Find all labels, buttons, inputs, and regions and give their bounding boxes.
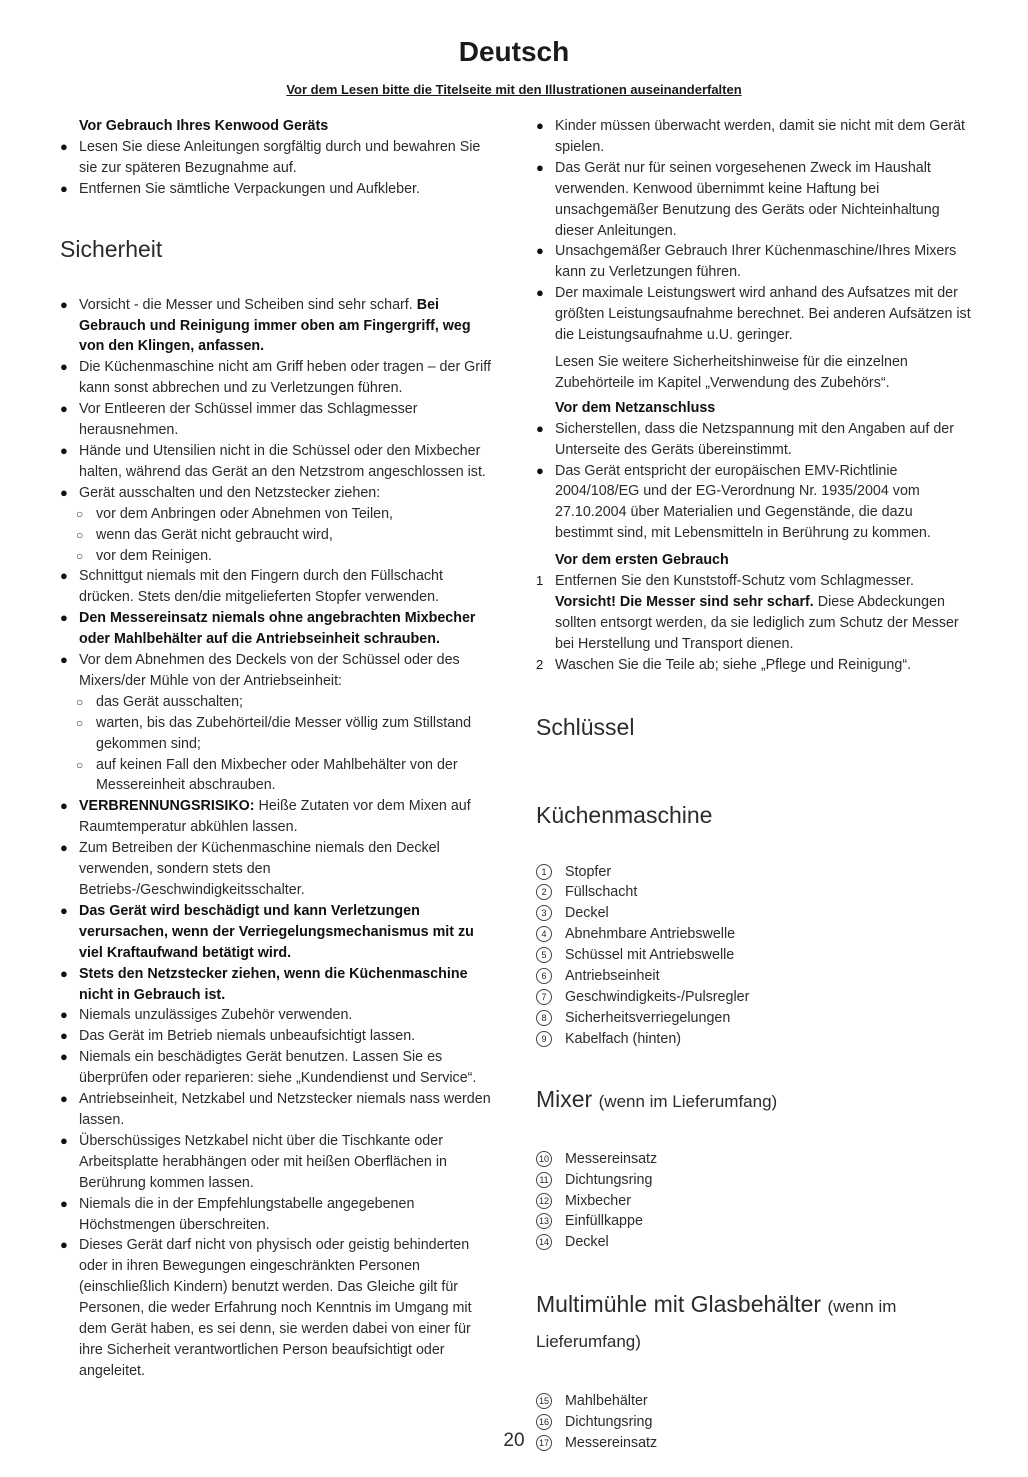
key-heading: Schlüssel bbox=[536, 713, 635, 740]
key-item bbox=[536, 1029, 972, 1050]
item-label: Mixbecher bbox=[565, 1192, 631, 1209]
item-number: 17 bbox=[536, 1435, 552, 1451]
item-number: 13 bbox=[536, 1213, 552, 1229]
list-item: ● Unsachgemäßer Gebrauch Ihrer Küchenmaschine/Ihres Mixers kann zu Verletzungen führen. bbox=[536, 243, 957, 281]
list-item: ● Überschüssiges Netzkabel nicht über die Tischkante oder Arbeitsplatte herabhängen oder mit heißen Oberflächen in Berührung kommen lassen. bbox=[60, 1132, 447, 1191]
item-label: Messereinsatz bbox=[565, 1435, 658, 1452]
list-item: ● Die Küchenmaschine nicht am Griff heben oder tragen – der Griff kann sonst abbrechen und zu Verletzungen führen. bbox=[60, 359, 491, 397]
item-number: 16 bbox=[536, 1414, 552, 1430]
page-title: Deutsch bbox=[458, 36, 570, 67]
numbered-step: 1 Entfernen Sie den Kunststoff-Schutz vom Schlagmesser. Vorsicht! Die Messer sind sehr scharf. Diese Abdeckungen sollten entsorgt werden, da sie lediglich zum Schutz der Messer bei Herstellung und Transport dienen. bbox=[536, 573, 959, 652]
key-item bbox=[536, 1211, 972, 1232]
item-label: Stopfer bbox=[565, 863, 612, 880]
list-item: ● Vor dem Abnehmen des Deckels von der Schüssel oder des Mixers/der Mühle von der Antriebseinheit: bbox=[60, 652, 460, 689]
list-item: ● Antriebseinheit, Netzkabel und Netzstecker niemals nass werden lassen. bbox=[60, 1091, 491, 1128]
key-item bbox=[536, 903, 972, 924]
item-number: 7 bbox=[536, 989, 552, 1005]
safety-heading: Sicherheit bbox=[60, 235, 163, 262]
item-label: Messereinsatz bbox=[565, 1150, 658, 1167]
food-processor-heading: Küchenmaschine bbox=[536, 801, 713, 828]
key-item bbox=[536, 1191, 972, 1212]
list-item: ● Dieses Gerät darf nicht von physisch oder geistig behinderten oder in ihren Bewegungen eingeschränkten Personen (einschließlich Kindern) benutzt werden. Das Gleiche gilt für Personen, die weder Erfahrung noch Kenntnis im Umgang mit dem Gerät haben, es sei denn, sie werden dabei von einer für ihre Sicherheit verantwortlichen Person beaufsichtigt oder angeleitet. bbox=[60, 1237, 472, 1379]
key-item bbox=[536, 924, 972, 945]
list-item: ● Das Gerät wird beschädigt und kann Verletzungen verursachen, wenn der Verriegelungsmechanismus mit zu viel Kraftaufwand betätigt wird. bbox=[60, 902, 474, 961]
list-item: ● Den Messereinsatz niemals ohne angebrachten Mixbecher oder Mahlbehälter auf die Antriebseinheit schrauben. bbox=[60, 610, 476, 648]
mixer-key-list bbox=[536, 1149, 972, 1254]
item-label: Füllschacht bbox=[565, 884, 638, 901]
item-number: 8 bbox=[536, 1010, 552, 1026]
sub-list-item: ○ vor dem Anbringen oder Abnehmen von Teilen, bbox=[76, 505, 393, 522]
item-number: 11 bbox=[536, 1172, 552, 1188]
food-processor-key-list bbox=[536, 862, 972, 1050]
list-item: ● Schnittgut niemals mit den Fingern durch den Füllschacht drücken. Stets den/die mitgelieferten Stopfer verwenden. bbox=[60, 568, 443, 606]
key-item bbox=[536, 966, 972, 987]
item-number: 5 bbox=[536, 947, 552, 963]
item-number: 9 bbox=[536, 1031, 552, 1047]
sub-list-item: ○ warten, bis das Zubehörteil/die Messer völlig zum Stillstand gekommen sind; bbox=[76, 714, 472, 752]
key-item bbox=[536, 987, 972, 1008]
item-number: 6 bbox=[536, 968, 552, 984]
list-item: ● Vorsicht - die Messer und Scheiben sind sehr scharf. Bei Gebrauch und Reinigung immer oben am Fingergriff, weg von den Klingen, anfassen. bbox=[60, 296, 471, 355]
list-item: ● Das Gerät nur für seinen vorgesehenen Zweck im Haushalt verwenden. Kenwood übernimmt keine Haftung bei unsachgemäßer Benutzung des Geräts oder Nichteinhaltung dieser Anleitungen. bbox=[536, 159, 940, 239]
list-item: ● Vor Entleeren der Schüssel immer das Schlagmesser herausnehmen. bbox=[60, 401, 418, 439]
list-item: ● Gerät ausschalten und den Netzstecker ziehen: bbox=[60, 484, 381, 501]
list-item: ● Das Gerät entspricht der europäischen EMV-Richtlinie 2004/108/EG und der EG-Verordnung Nr. 1935/2004 vom 27.10.2004 über Materialien und Gegenstände, die dazu bestimmt sind, mit Lebensmitteln in Berührung zu kommen. bbox=[536, 462, 931, 542]
list-item: ● Zum Betreiben der Küchenmaschine niemals den Deckel verwenden, sondern stets den Betriebs-/Geschwindigkeitsschalter. bbox=[60, 840, 440, 898]
key-item bbox=[536, 1149, 972, 1170]
list-item: ● Sicherstellen, dass die Netzspannung mit den Angaben auf der Unterseite des Geräts übereinstimmt. bbox=[536, 420, 954, 458]
key-item bbox=[536, 945, 972, 966]
page-number: 20 bbox=[503, 1430, 525, 1451]
left-column bbox=[60, 116, 496, 1382]
item-number: 12 bbox=[536, 1193, 552, 1209]
item-label: Antriebseinheit bbox=[565, 968, 660, 985]
item-number: 3 bbox=[536, 905, 552, 921]
sub-list-item: ○ das Gerät ausschalten; bbox=[76, 693, 244, 710]
item-number: 10 bbox=[536, 1151, 552, 1167]
right-column bbox=[536, 116, 972, 1454]
item-label: Schüssel mit Antriebswelle bbox=[565, 947, 735, 964]
list-item: ● Entfernen Sie sämtliche Verpackungen und Aufkleber. bbox=[60, 180, 420, 197]
list-item: ● Niemals unzulässiges Zubehör verwenden. bbox=[60, 1007, 353, 1024]
list-item: ● Der maximale Leistungswert wird anhand des Aufsatzes mit der größten Leistungsaufnahme berechnet. Bei anderen Aufsätzen ist die Leistungsaufnahme u.U. geringer. bbox=[536, 285, 971, 344]
item-label: Mahlbehälter bbox=[565, 1393, 648, 1410]
item-number: 4 bbox=[536, 926, 552, 942]
mixer-heading: Mixer (wenn im Lieferumfang) bbox=[536, 1085, 778, 1112]
item-label: Dichtungsring bbox=[565, 1414, 653, 1431]
key-item bbox=[536, 1170, 972, 1191]
item-label: Dichtungsring bbox=[565, 1171, 653, 1188]
before-use-heading: Vor Gebrauch Ihres Kenwood Geräts bbox=[79, 118, 329, 134]
key-item bbox=[536, 882, 972, 903]
item-number: 2 bbox=[536, 884, 552, 900]
item-label: Deckel bbox=[565, 905, 609, 922]
item-number: 14 bbox=[536, 1234, 552, 1250]
item-label: Geschwindigkeits-/Pulsregler bbox=[565, 989, 750, 1005]
list-item: ● Niemals ein beschädigtes Gerät benutzen. Lassen Sie es überprüfen oder reparieren: siehe „Kundendienst und Service“. bbox=[60, 1049, 477, 1087]
key-item bbox=[536, 1008, 972, 1029]
sub-list-item: ○ vor dem Reinigen. bbox=[76, 547, 213, 564]
mill-heading: Multimühle mit Glasbehälter (wenn im Lieferumfang) bbox=[536, 1291, 897, 1352]
list-item: ● Stets den Netzstecker ziehen, wenn die Küchenmaschine nicht in Gebrauch ist. bbox=[60, 965, 468, 1003]
list-item: ● Hände und Utensilien nicht in die Schüssel oder den Mixbecher halten, während das Gerät an den Netzstrom angeschlossen ist. bbox=[60, 442, 486, 480]
item-number: 1 bbox=[536, 864, 552, 880]
item-number: 15 bbox=[536, 1393, 552, 1409]
sub-list-item: ○ auf keinen Fall den Mixbecher oder Mahlbehälter von der Messereinheit abschrauben. bbox=[76, 756, 458, 794]
list-item: ● Niemals die in der Empfehlungstabelle angegebenen Höchstmengen überschreiten. bbox=[60, 1195, 415, 1233]
item-label: Abnehmbare Antriebswelle bbox=[565, 926, 736, 943]
list-item: ● Das Gerät im Betrieb niemals unbeaufsichtigt lassen. bbox=[60, 1028, 416, 1045]
sub-list-item: ○ wenn das Gerät nicht gebraucht wird, bbox=[76, 526, 333, 543]
safety-note: Lesen Sie weitere Sicherheitshinweise für die einzelnen Zubehörteile im Kapitel „Verwendung des Zubehörs“. bbox=[555, 353, 908, 391]
key-item bbox=[536, 862, 972, 883]
list-item: ● Lesen Sie diese Anleitungen sorgfältig durch und bewahren Sie sie zur späteren Bezugnahme auf. bbox=[60, 138, 481, 176]
item-label: Kabelfach (hinten) bbox=[565, 1030, 682, 1047]
list-item: ● VERBRENNUNGSRISIKO: Heiße Zutaten vor dem Mixen auf Raumtemperatur abkühlen lassen. bbox=[60, 798, 471, 836]
key-item bbox=[536, 1232, 972, 1253]
page-subtitle: Vor dem Lesen bitte die Titelseite mit den Illustrationen auseinanderfalten bbox=[286, 82, 742, 97]
mains-heading: Vor dem Netzanschluss bbox=[555, 399, 716, 416]
item-label: Sicherheitsverriegelungen bbox=[565, 1009, 731, 1026]
numbered-step: 2 Waschen Sie die Teile ab; siehe „Pflege und Reinigung“. bbox=[536, 656, 912, 673]
key-item bbox=[536, 1391, 972, 1412]
item-label: Deckel bbox=[565, 1234, 609, 1251]
item-label: Einfüllkappe bbox=[565, 1213, 643, 1230]
list-item: ● Kinder müssen überwacht werden, damit sie nicht mit dem Gerät spielen. bbox=[536, 118, 966, 155]
first-use-heading: Vor dem ersten Gebrauch bbox=[555, 552, 729, 569]
